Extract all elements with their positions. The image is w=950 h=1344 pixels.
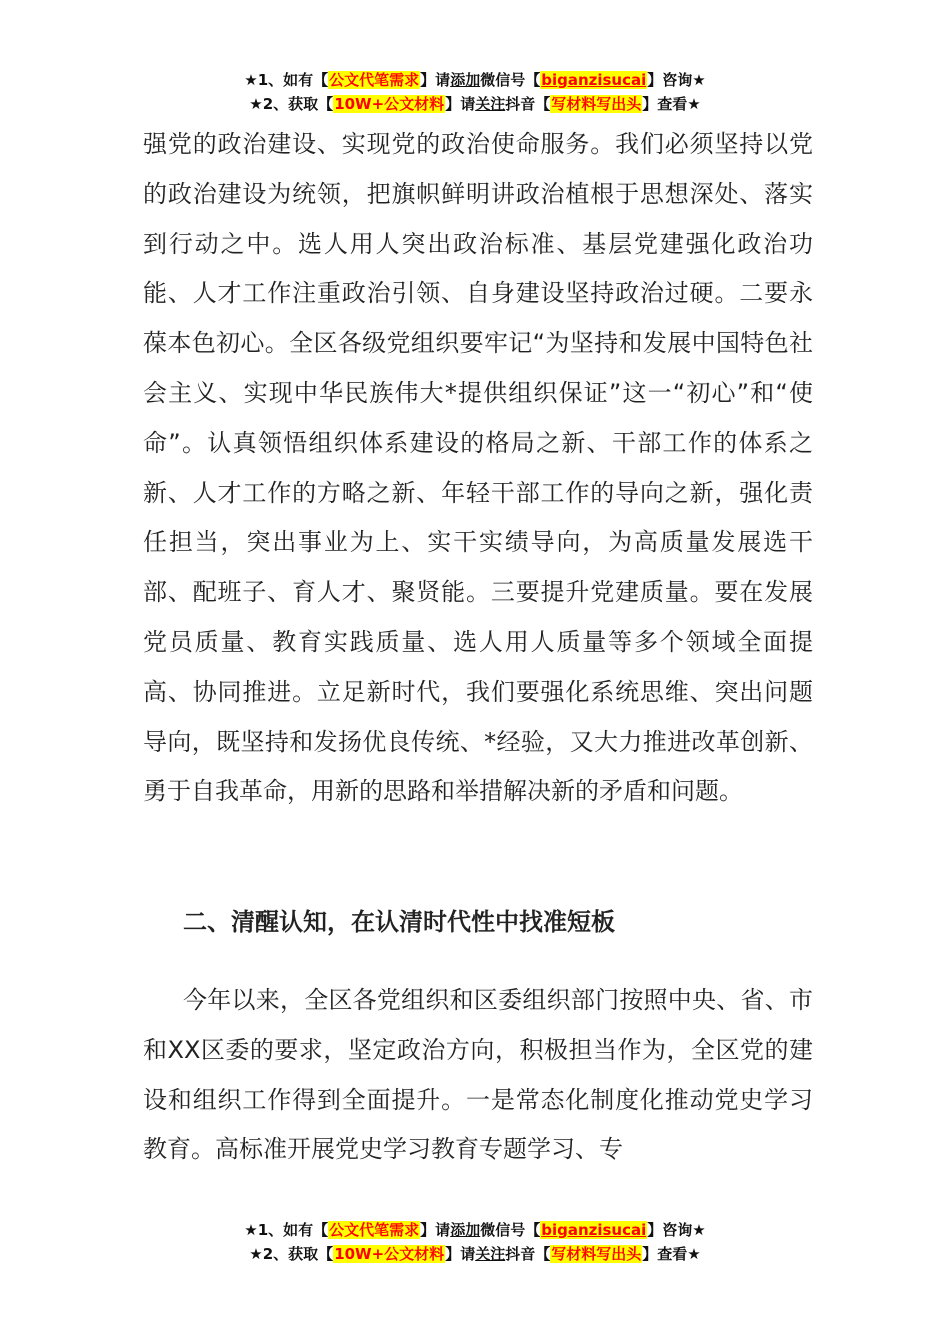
banner-line-1: [0, 68, 950, 92]
body-paragraph-1: 强党的政治建设、实现党的政治使命服务。我们必须坚持以党的政治建设为统领，把旗帜鲜明讲政治植根于思想深处、落实到行动之中。选人用人突出政治标准、基层党建强化政治功能、人才工作注重政治引领、自身建设坚持政治过硬。二要永葆本色初心。全区各级党组织要牢记“为坚持和发展中国特色社会主义、实现中华民族伟大*提供组织保证”这一“初心”和“使命”。认真领悟组织体系建设的格局之新、干部工作的体系之新、人才工作的方略之新、年轻干部工作的导向之新，强化责任担当，突出事业为上、实干实绩导向，为高质量发展选干部、配班子、育人才、聚贤能。三要提升党建质量。要在发展党员质量、教育实践质量、选人用人质量等多个领域全面提高、协同推进。立足新时代，我们要强化系统思维、突出问题导向，既坚持和发扬优良传统、*经验，又大力推进改革创新、勇于自我革命，用新的思路和举措解决新的矛盾和问题。: [143, 130, 813, 806]
highlight-service: 公文代笔需求: [329, 1221, 420, 1239]
banner-text: 微信号【: [480, 1221, 541, 1239]
banner-text: 微信号【: [480, 71, 541, 89]
banner-text: 】请: [445, 95, 476, 113]
highlight-douyin-id: 写材料写出头: [551, 95, 642, 113]
section-heading-2: 二、清醒认知，在认清时代性中找准短板: [183, 908, 615, 936]
highlight-wechat-id: biganzisucai: [541, 71, 647, 89]
banner-text: 】请: [420, 1221, 451, 1239]
banner-emphasis: 关注: [475, 1245, 506, 1263]
banner-text: 】请: [445, 1245, 476, 1263]
banner-text: 】请: [420, 71, 451, 89]
highlight-materials: 10W+公文材料: [334, 95, 445, 113]
banner-line-2: [0, 92, 950, 116]
banner-text: 】查看★: [642, 95, 701, 113]
banner-line-2: [0, 1242, 950, 1266]
banner-text: ★2、获取【: [249, 95, 334, 113]
banner-emphasis: 关注: [475, 95, 506, 113]
banner-emphasis: 添加: [450, 1221, 481, 1239]
highlight-materials: 10W+公文材料: [334, 1245, 445, 1263]
banner-text: 抖音【: [505, 1245, 551, 1263]
banner-text: ★2、获取【: [249, 1245, 334, 1263]
banner-text: 】咨询★: [647, 71, 706, 89]
banner-text: 】咨询★: [647, 1221, 706, 1239]
header-banner: [0, 68, 950, 116]
banner-line-1: [0, 1218, 950, 1242]
body-paragraph-2: 今年以来，全区各党组织和区委组织部门按照中央、省、市和XX区委的要求，坚定政治方向，积极担当作为，全区党的建设和组织工作得到全面提升。一是常态化制度化推动党史学习教育。高标准开展党史学习教育专题学习、专: [143, 986, 813, 1164]
highlight-douyin-id: 写材料写出头: [551, 1245, 642, 1263]
banner-text: ★1、如有【: [244, 71, 329, 89]
banner-text: 抖音【: [505, 95, 551, 113]
banner-emphasis: 添加: [450, 71, 481, 89]
highlight-wechat-id: biganzisucai: [541, 1221, 647, 1239]
highlight-service: 公文代笔需求: [329, 71, 420, 89]
banner-text: 】查看★: [642, 1245, 701, 1263]
banner-text: ★1、如有【: [244, 1221, 329, 1239]
footer-banner: [0, 1218, 950, 1266]
